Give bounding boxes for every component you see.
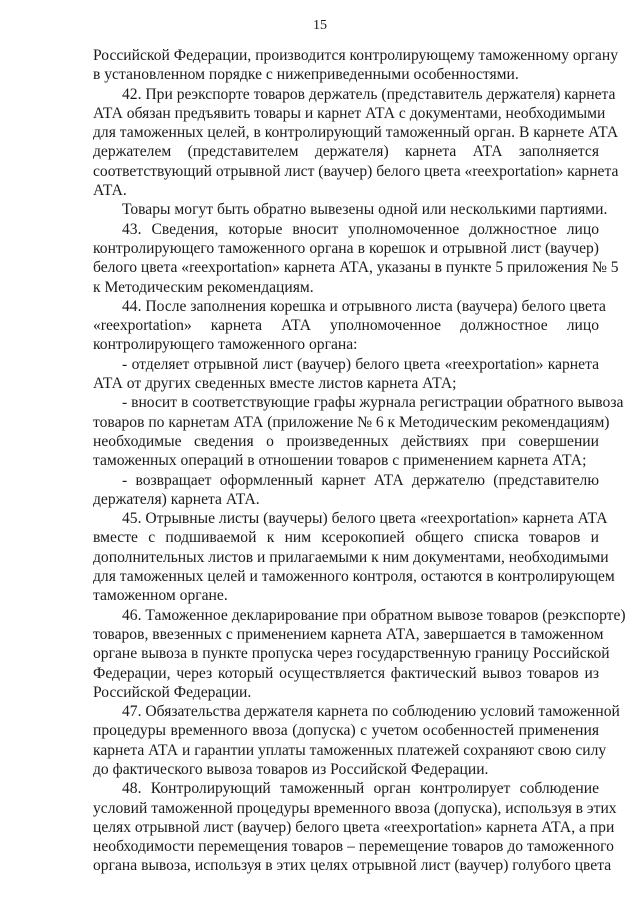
text-line: контролирующего таможенного органа:	[93, 336, 358, 354]
text-line: держателем (представителем держателя) карнета АТА заполняется	[93, 143, 599, 161]
page-number: 15	[313, 18, 327, 33]
text-line: АТА.	[93, 182, 127, 200]
text-line: Товары могут быть обратно вывезены одной или несколькими партиями.	[122, 201, 608, 219]
text-line: необходимости перемещения товаров – перемещение товаров до таможенного	[93, 838, 614, 856]
text-line: 48. Контролирующий таможенный орган контролирует соблюдение	[122, 780, 599, 798]
text-line: органе вывоза в пункте пропуска через государственную границу Российской	[93, 645, 610, 663]
text-line: - отделяет отрывной лист (ваучер) белого цвета «reexportation» карнета	[122, 355, 599, 373]
text-line: Российской Федерации.	[93, 683, 252, 701]
paragraph-p44	[64, 297, 606, 355]
text-line: к Методическим рекомендациям.	[93, 278, 314, 296]
text-line: соответствующий отрывной лист (ваучер) белого цвета «reexportation» карнета	[93, 162, 619, 180]
text-line: условий таможенной процедуры временного ввоза (допуска), используя в этих	[93, 799, 617, 817]
text-line: Федерации, через который осуществляется фактический вывоз товаров из	[93, 664, 599, 682]
text-line: контролирующего таможенного органа в корешок и отрывной лист (ваучер)	[93, 239, 599, 257]
text-line: товаров, ввезенных с применением карнета АТА, завершается в таможенном	[93, 625, 604, 643]
text-line: товаров по карнетам АТА (приложение № 6 к Методическим рекомендациям)	[93, 413, 610, 431]
text-line: в установленном порядке с нижеприведенными особенностями.	[93, 66, 519, 84]
text-line: 42. При реэкспорте товаров держатель (представитель держателя) карнета	[122, 85, 616, 103]
text-line: для таможенных целей и таможенного контроля, остаются в контролирующем	[93, 568, 615, 586]
text-line: таможенных операций в отношении товаров с применением карнета АТА;	[93, 452, 587, 470]
text-line: - возвращает оформленный карнет АТА держателю (представителю	[122, 471, 599, 489]
text-line: для таможенных целей, в контролирующий таможенный орган. В карнете АТА	[93, 124, 619, 142]
paragraph-p42b	[64, 200, 608, 219]
text-line: держателя) карнета АТА.	[93, 490, 260, 508]
text-line: АТА обязан предъявить товары и карнет АТА с документами, необходимыми	[93, 104, 606, 122]
text-line: целях отрывной лист (ваучер) белого цвета «reexportation» карнета АТА, а при	[93, 818, 615, 836]
paragraph-p46	[64, 606, 626, 702]
text-line: таможенном органе.	[93, 587, 228, 605]
text-line: вместе с подшиваемой к ним ксерокопией общего списка товаров и	[93, 529, 599, 547]
paragraph-p48	[64, 779, 617, 875]
text-line: 44. После заполнения корешка и отрывного листа (ваучера) белого цвета	[122, 297, 606, 315]
text-line: белого цвета «reexportation» карнета АТА, указаны в пункте 5 приложения № 5	[93, 259, 619, 277]
paragraph-p44b	[64, 393, 624, 470]
text-line: карнета АТА и гарантии уплаты таможенных платежей сохраняют свою силу	[93, 741, 607, 759]
text-line: АТА от других сведенных вместе листов карнета АТА;	[93, 375, 457, 393]
text-line: Российской Федерации, производится контролирующему таможенному органу	[93, 47, 618, 64]
text-line: 43. Сведения, которые вносит уполномоченное должностное лицо	[122, 220, 599, 238]
paragraph-p47	[64, 702, 620, 779]
paragraph-cont	[64, 46, 618, 85]
document-body	[64, 46, 626, 876]
text-line: 46. Таможенное декларирование при обратном вывозе товаров (реэкспорте)	[122, 606, 626, 624]
text-line: - вносит в соответствующие графы журнала регистрации обратного вывоза	[122, 394, 624, 412]
text-line: процедуры временного ввоза (допуска) с учетом особенностей применения	[93, 722, 599, 740]
paragraph-p44c	[64, 471, 599, 510]
text-line: 47. Обязательства держателя карнета по соблюдению условий таможенной	[122, 703, 620, 721]
paragraph-p42	[64, 85, 619, 201]
paragraph-p43	[64, 220, 619, 297]
text-line: необходимые сведения о произведенных действиях при совершении	[93, 432, 599, 450]
text-line: «reexportation» карнета АТА уполномоченное должностное лицо	[93, 317, 599, 335]
text-line: дополнительных листов и прилагаемыми к ним документами, необходимыми	[93, 548, 609, 566]
paragraph-p44a	[64, 355, 599, 394]
text-line: 45. Отрывные листы (ваучеры) белого цвета «reexportation» карнета АТА	[122, 510, 608, 528]
text-line: органа вывоза, используя в этих целях отрывной лист (ваучер) голубого цвета	[93, 857, 612, 875]
text-line: до фактического вывоза товаров из Российской Федерации.	[93, 760, 489, 778]
paragraph-p45	[64, 509, 615, 605]
